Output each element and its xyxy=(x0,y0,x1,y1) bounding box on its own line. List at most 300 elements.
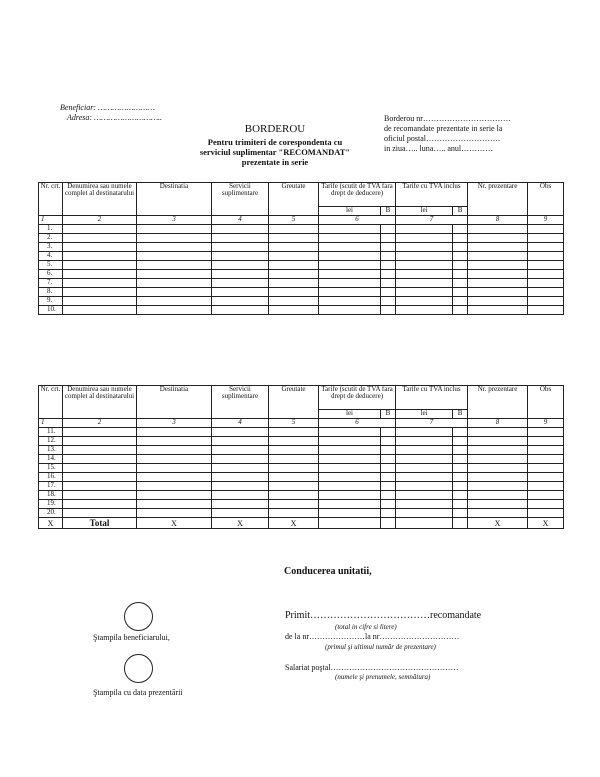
table-cell xyxy=(319,306,381,315)
borderou-info-line-1: Borderou nr…………………………… xyxy=(384,114,511,123)
table-row xyxy=(39,225,564,234)
table-cell xyxy=(137,234,212,243)
table-cell xyxy=(396,482,453,491)
table-cell xyxy=(381,473,396,482)
table-cell xyxy=(137,428,212,437)
header-tarife-fara-tva: Tarife (scutit de TVA fara drept de deducere) xyxy=(319,183,396,207)
table-cell xyxy=(468,234,528,243)
table-cell xyxy=(212,243,269,252)
table-cell xyxy=(453,482,468,491)
column-number: 8 xyxy=(468,419,528,428)
row-number: 6. xyxy=(39,270,63,279)
total-label: Total xyxy=(63,518,137,529)
table-cell xyxy=(453,446,468,455)
table-cell xyxy=(137,464,212,473)
table-cell xyxy=(269,270,319,279)
borderou-info-line-2: de recomandate prezentate in serie la xyxy=(384,124,503,133)
table-row xyxy=(39,473,564,482)
table-cell xyxy=(468,243,528,252)
subheader-b: B xyxy=(381,410,396,419)
table-cell xyxy=(528,279,564,288)
table-cell xyxy=(63,500,137,509)
table-cell xyxy=(63,270,137,279)
borderou-info-line-4: in ziua….. luna….. anul………… xyxy=(384,144,494,153)
table-cell xyxy=(137,270,212,279)
table-cell xyxy=(212,500,269,509)
table-cell xyxy=(381,261,396,270)
table-cell xyxy=(63,306,137,315)
table-cell xyxy=(381,288,396,297)
table-cell xyxy=(63,491,137,500)
table-cell xyxy=(453,464,468,473)
table-cell xyxy=(63,252,137,261)
table-cell xyxy=(319,473,381,482)
table-cell xyxy=(269,455,319,464)
stamp-circle-data xyxy=(124,654,153,683)
table-cell xyxy=(468,279,528,288)
row-number: 17. xyxy=(39,482,63,491)
row-number: 1. xyxy=(39,225,63,234)
table-cell xyxy=(453,297,468,306)
table-cell xyxy=(528,437,564,446)
beneficiar-label: Beneficiar: xyxy=(60,103,96,112)
table-cell xyxy=(319,491,381,500)
table-cell xyxy=(63,473,137,482)
table-cell xyxy=(468,464,528,473)
table-cell xyxy=(381,234,396,243)
table-cell xyxy=(528,491,564,500)
table-cell xyxy=(319,288,381,297)
table-row xyxy=(39,464,564,473)
table-row xyxy=(39,270,564,279)
row-number: 15. xyxy=(39,464,63,473)
table-cell xyxy=(453,428,468,437)
primul-note: (primul şi ultimul număr de prezentare) xyxy=(325,643,436,651)
table-cell xyxy=(528,252,564,261)
table-cell xyxy=(63,482,137,491)
table-cell xyxy=(269,279,319,288)
column-number: 1 xyxy=(39,419,63,428)
table-header-row xyxy=(39,183,564,207)
table-cell xyxy=(468,297,528,306)
table-cell xyxy=(137,297,212,306)
table-cell xyxy=(381,297,396,306)
subheader-lei: lei xyxy=(319,410,381,419)
table-cell xyxy=(269,491,319,500)
table-cell xyxy=(137,509,212,518)
table-cell xyxy=(319,509,381,518)
table-cell xyxy=(137,306,212,315)
table-cell xyxy=(269,288,319,297)
table-cell xyxy=(453,455,468,464)
borderou-table-1 xyxy=(38,182,564,315)
table-cell xyxy=(468,482,528,491)
column-number: 4 xyxy=(212,419,269,428)
de-la-line: de la nr…………………la nr………………………… xyxy=(285,632,460,641)
subheader-b: B xyxy=(453,207,468,216)
total-x-mark: X xyxy=(212,518,269,529)
column-number: 9 xyxy=(528,419,564,428)
table-cell xyxy=(212,428,269,437)
row-number: 5. xyxy=(39,261,63,270)
row-number: 13. xyxy=(39,446,63,455)
table-cell xyxy=(468,225,528,234)
primit-suffix: recomandate xyxy=(430,610,482,621)
table-cell xyxy=(396,270,453,279)
header-nr-crt: Nr. crt. xyxy=(39,183,63,216)
table-cell xyxy=(396,288,453,297)
table-cell xyxy=(453,252,468,261)
table-cell xyxy=(137,473,212,482)
row-number: 4. xyxy=(39,252,63,261)
table-cell xyxy=(63,455,137,464)
table-cell xyxy=(63,297,137,306)
subtitle-line-2: serviciul suplimentar "RECOMANDAT" xyxy=(199,147,351,157)
table-cell xyxy=(319,437,381,446)
table-cell xyxy=(381,243,396,252)
stampila-beneficiar-label: Ştampila beneficiarului, xyxy=(93,633,170,642)
table-cell xyxy=(137,500,212,509)
total-cell xyxy=(453,518,468,529)
table-cell xyxy=(453,288,468,297)
table-row xyxy=(39,288,564,297)
table-cell xyxy=(528,234,564,243)
table-row xyxy=(39,455,564,464)
table-cell xyxy=(137,243,212,252)
table-cell xyxy=(137,288,212,297)
header-tarife-fara-tva: Tarife (scutit de TVA fara drept de deducere) xyxy=(319,386,396,410)
conducerea-unitatii: Conducerea unitatii, xyxy=(284,566,372,577)
table-cell xyxy=(528,455,564,464)
row-number: 10. xyxy=(39,306,63,315)
row-number: 12. xyxy=(39,437,63,446)
header-destinatia: Destinatia xyxy=(137,386,212,419)
table-cell xyxy=(269,306,319,315)
table-cell xyxy=(381,306,396,315)
table-cell xyxy=(212,473,269,482)
beneficiar-line xyxy=(60,103,155,112)
table-row xyxy=(39,306,564,315)
borderou-table-2 xyxy=(38,385,564,529)
table-cell xyxy=(453,270,468,279)
table-cell xyxy=(212,464,269,473)
column-number: 6 xyxy=(319,216,396,225)
table-cell xyxy=(396,252,453,261)
table-cell xyxy=(528,297,564,306)
table-cell xyxy=(319,455,381,464)
table-cell xyxy=(468,252,528,261)
table-cell xyxy=(528,270,564,279)
table-cell xyxy=(137,455,212,464)
table-cell xyxy=(319,234,381,243)
header-destinatia: Destinatia xyxy=(137,183,212,216)
row-number: 14. xyxy=(39,455,63,464)
table-cell xyxy=(381,225,396,234)
table-cell xyxy=(319,261,381,270)
subheader-b: B xyxy=(453,410,468,419)
table-cell xyxy=(468,306,528,315)
subheader-b: B xyxy=(381,207,396,216)
table-cell xyxy=(269,437,319,446)
table-cell xyxy=(212,297,269,306)
table-cell xyxy=(468,437,528,446)
table-cell xyxy=(269,252,319,261)
table-cell xyxy=(528,464,564,473)
table-cell xyxy=(319,446,381,455)
table-cell xyxy=(453,279,468,288)
total-row xyxy=(39,518,564,529)
table-cell xyxy=(396,279,453,288)
table-row xyxy=(39,446,564,455)
column-number: 6 xyxy=(319,419,396,428)
table-cell xyxy=(468,428,528,437)
table-cell xyxy=(396,306,453,315)
row-number: 19. xyxy=(39,500,63,509)
table-cell xyxy=(453,225,468,234)
table-cell xyxy=(381,491,396,500)
header-tarife-cu-tva: Tarife cu TVA inclus xyxy=(396,386,468,410)
table-cell xyxy=(63,288,137,297)
table-cell xyxy=(453,261,468,270)
column-number: 5 xyxy=(269,419,319,428)
table-cell xyxy=(396,234,453,243)
table-cell xyxy=(468,270,528,279)
table-cell xyxy=(269,225,319,234)
table-cell xyxy=(396,225,453,234)
table-cell xyxy=(396,491,453,500)
table-cell xyxy=(212,482,269,491)
table-cell xyxy=(528,243,564,252)
stamp-circle-beneficiar xyxy=(124,602,153,631)
table-cell xyxy=(212,446,269,455)
row-number: 16. xyxy=(39,473,63,482)
borderou-info xyxy=(384,114,564,154)
table-cell xyxy=(453,509,468,518)
table-cell xyxy=(396,437,453,446)
table-cell xyxy=(212,455,269,464)
table-cell xyxy=(396,473,453,482)
header-nr-crt: Nr. crt. xyxy=(39,386,63,419)
table-cell xyxy=(381,455,396,464)
header-greutate: Greutate xyxy=(269,183,319,216)
header-greutate: Greutate xyxy=(269,386,319,419)
page-title: BORDEROU xyxy=(244,123,306,135)
table-cell xyxy=(269,297,319,306)
table-row xyxy=(39,500,564,509)
table-cell xyxy=(269,243,319,252)
table-cell xyxy=(396,500,453,509)
table-cell xyxy=(269,473,319,482)
table-cell xyxy=(212,437,269,446)
table-cell xyxy=(269,234,319,243)
numele-note: (numele şi prenumele, semnătura) xyxy=(335,673,431,681)
table-row xyxy=(39,297,564,306)
table-cell xyxy=(396,428,453,437)
total-x-mark: X xyxy=(39,518,63,529)
subtitle-line-1: Pentru trimiteri de corespondenta cu xyxy=(207,137,343,147)
table-cell xyxy=(381,428,396,437)
table-cell xyxy=(269,446,319,455)
table-cell xyxy=(63,261,137,270)
table-cell xyxy=(396,261,453,270)
row-number: 7. xyxy=(39,279,63,288)
table-cell xyxy=(381,446,396,455)
table-cell xyxy=(319,243,381,252)
page-subtitle xyxy=(170,137,380,167)
total-cell xyxy=(381,518,396,529)
table-cell xyxy=(468,261,528,270)
column-number: 3 xyxy=(137,216,212,225)
table-row xyxy=(39,509,564,518)
total-x-mark: X xyxy=(269,518,319,529)
table-cell xyxy=(396,509,453,518)
table-cell xyxy=(269,428,319,437)
table-cell xyxy=(528,482,564,491)
table-cell xyxy=(396,464,453,473)
table-cell xyxy=(63,509,137,518)
table-cell xyxy=(528,500,564,509)
total-cell xyxy=(319,518,381,529)
table-cell xyxy=(468,455,528,464)
table-cell xyxy=(269,261,319,270)
table-cell xyxy=(396,243,453,252)
header-obs: Obs xyxy=(528,183,564,216)
total-x-mark: X xyxy=(528,518,564,529)
table-cell xyxy=(468,473,528,482)
table-cell xyxy=(63,225,137,234)
table-cell xyxy=(468,500,528,509)
table-cell xyxy=(381,437,396,446)
table-cell xyxy=(63,428,137,437)
header-nr-prezentare: Nr. prezentare xyxy=(468,386,528,419)
table-cell xyxy=(63,446,137,455)
table-cell xyxy=(453,491,468,500)
column-number: 9 xyxy=(528,216,564,225)
column-numbers-row xyxy=(39,216,564,225)
column-number: 2 xyxy=(63,216,137,225)
table-cell xyxy=(453,234,468,243)
table-cell xyxy=(269,482,319,491)
column-number: 7 xyxy=(396,216,468,225)
table-cell xyxy=(269,509,319,518)
subheader-lei: lei xyxy=(396,207,453,216)
table-cell xyxy=(137,225,212,234)
table-cell xyxy=(319,428,381,437)
table-cell xyxy=(528,473,564,482)
column-number: 5 xyxy=(269,216,319,225)
table-cell xyxy=(528,509,564,518)
table-cell xyxy=(528,225,564,234)
table-cell xyxy=(319,270,381,279)
subtitle-line-3: prezentate in serie xyxy=(241,157,309,167)
row-number: 9. xyxy=(39,297,63,306)
adresa-line xyxy=(67,113,162,122)
table-cell xyxy=(269,464,319,473)
table-cell xyxy=(319,279,381,288)
table-row xyxy=(39,234,564,243)
table-cell xyxy=(212,491,269,500)
total-x-mark: X xyxy=(468,518,528,529)
row-number: 3. xyxy=(39,243,63,252)
row-number: 11. xyxy=(39,428,63,437)
total-note: (total in cifre si litere) xyxy=(335,623,397,631)
table-cell xyxy=(137,482,212,491)
header-nr-prezentare: Nr. prezentare xyxy=(468,183,528,216)
table-cell xyxy=(319,225,381,234)
total-cell xyxy=(396,518,453,529)
table-cell xyxy=(137,252,212,261)
table-cell xyxy=(381,500,396,509)
table-cell xyxy=(319,500,381,509)
table-cell xyxy=(381,270,396,279)
adresa-dots: ……………………….. xyxy=(94,113,163,122)
table-1-body xyxy=(39,225,564,315)
table-cell xyxy=(528,261,564,270)
table-cell xyxy=(528,306,564,315)
table-cell xyxy=(528,288,564,297)
table-row xyxy=(39,243,564,252)
table-row xyxy=(39,261,564,270)
header-servicii: Servicii suplimentare xyxy=(212,386,269,419)
stampila-data-label: Ştampila cu data prezentării xyxy=(93,688,183,697)
table-cell xyxy=(453,473,468,482)
primit-line xyxy=(285,610,481,621)
table-cell xyxy=(453,243,468,252)
table-cell xyxy=(468,509,528,518)
primit-label: Primit xyxy=(285,610,311,621)
table-cell xyxy=(528,446,564,455)
column-number: 2 xyxy=(63,419,137,428)
table-cell xyxy=(137,446,212,455)
table-cell xyxy=(63,437,137,446)
table-cell xyxy=(381,482,396,491)
table-cell xyxy=(63,464,137,473)
table-cell xyxy=(63,279,137,288)
table-row xyxy=(39,252,564,261)
table-cell xyxy=(212,509,269,518)
table-cell xyxy=(381,252,396,261)
row-number: 20. xyxy=(39,509,63,518)
primit-dots: ……………………………… xyxy=(310,610,431,621)
column-number: 3 xyxy=(137,419,212,428)
table-cell xyxy=(137,279,212,288)
table-cell xyxy=(212,279,269,288)
table-cell xyxy=(381,279,396,288)
table-cell xyxy=(212,288,269,297)
table-cell xyxy=(396,455,453,464)
column-number: 4 xyxy=(212,216,269,225)
table-cell xyxy=(453,306,468,315)
header-obs: Obs xyxy=(528,386,564,419)
table-cell xyxy=(212,225,269,234)
header-denumirea: Denumirea sau numele complet al destinatarului xyxy=(63,386,137,419)
column-number: 7 xyxy=(396,419,468,428)
table-cell xyxy=(212,252,269,261)
table-cell xyxy=(63,243,137,252)
table-cell xyxy=(319,464,381,473)
table-row xyxy=(39,279,564,288)
table-cell xyxy=(396,446,453,455)
table-cell xyxy=(319,252,381,261)
subheader-lei: lei xyxy=(396,410,453,419)
table-cell xyxy=(381,509,396,518)
column-number: 1 xyxy=(39,216,63,225)
table-cell xyxy=(396,297,453,306)
beneficiar-dots: …………………… xyxy=(97,103,155,112)
total-x-mark: X xyxy=(137,518,212,529)
row-number: 18. xyxy=(39,491,63,500)
row-number: 2. xyxy=(39,234,63,243)
